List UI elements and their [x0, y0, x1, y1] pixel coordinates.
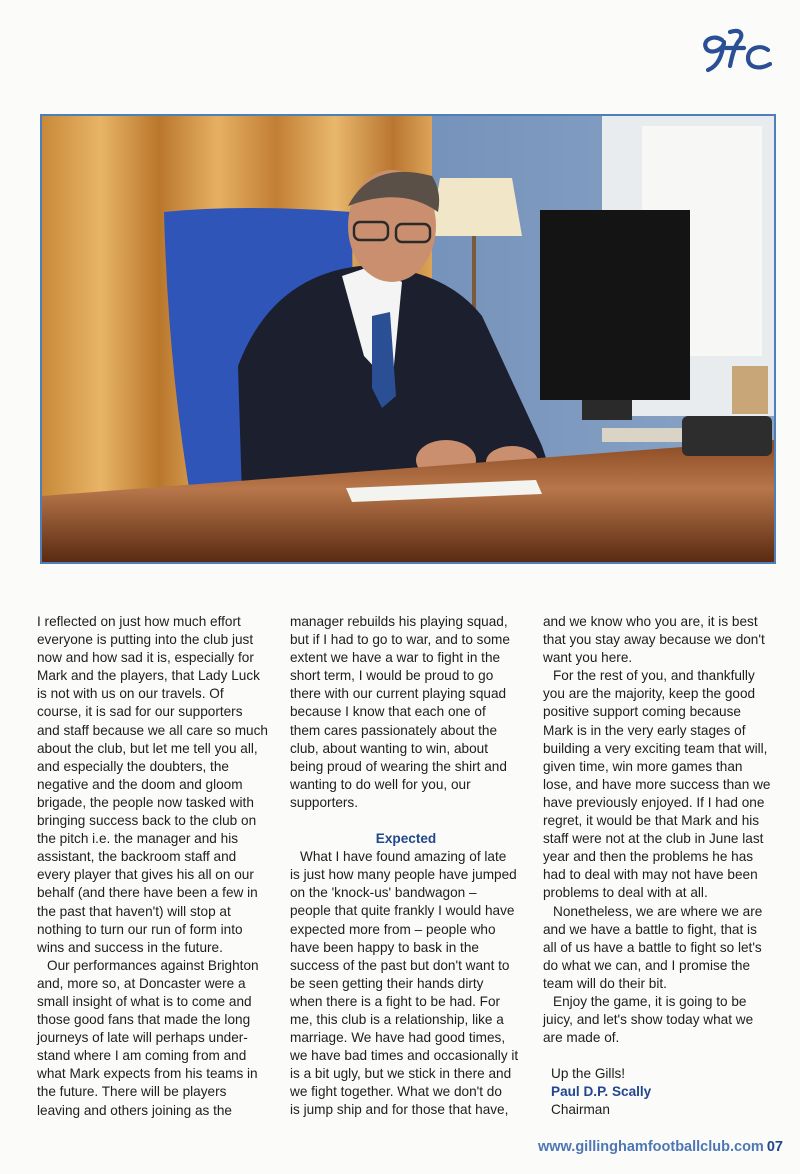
article-paragraph: manager rebuilds his playing squad, but if I had to go to war, and to some extent we have a war to fight in the short term, I would be proud to go there with our current playing squad because I know that each one of them cares passionately about the club, about wanting to win, about being proud of wearing the shirt and wanting to do well for you, our supporters. — [290, 614, 510, 810]
signoff-title: Chairman — [551, 1102, 610, 1118]
footer-url: www.gillinghamfootballclub.com — [538, 1139, 764, 1155]
page-footer — [538, 1139, 783, 1155]
article-paragraph: For the rest of you, and thankfully you are the majority, keep the good positive support coming because Mark is in the very early stages of building a very exciting team that will, given time, win more games than lose, and have more success than we have previously enjoyed. If I had one regret, it would be that Mark and his staff were not at the club in June last year and then the problems he has had to deal with may not have been problems to deal with at all. — [543, 668, 771, 901]
article-paragraph: I reflected on just how much effort everyone is putting into the club just now and how sad it is, especially for Mark and the players, that Lady Luck is not with us on our travels. Of course, it is sad for our supporters and staff because we all care so much about the club, but let me tell you all, and especially the doubters, the negative and the doom and gloom brigade, the people now tasked with bringing success back to the club on the pitch i.e. the manager and his assistant, the backroom staff and every player that gives his all on our behalf (and there have been a few in the past that haven't) will stop at nothing to turn our run of form into wins and success in the future. — [37, 614, 268, 955]
article-paragraph: and we know who you are, it is best that you stay away because we don't want you here. — [543, 614, 765, 666]
signoff — [543, 1065, 775, 1119]
page-number: 07 — [766, 1139, 783, 1155]
article-column-3 — [543, 613, 775, 1120]
signoff-greeting: Up the Gills! — [551, 1066, 626, 1082]
section-subheading: Expected — [375, 831, 437, 847]
article-paragraph: Our performances against Brighton and, more so, at Doncaster were a small insight of what is to come and those good fans that made the long journeys of late will perhaps under- stand where I am coming from and what Mark expects from his teams in the future. There will be players leaving and others joining as the — [37, 957, 259, 1118]
article-paragraph: What I have found amazing of late is just how many people have jumped on the 'knock-us' bandwagon – people that quite frankly I would have expected more from – people who have been happy to bask in the success of the past but don't want to be seen getting their hands dirty when there is a fight to be had. For me, this club is a relationship, like a marriage. We have had good times, we have bad times and occasionally it is a bit ugly, but we stick in there and we fight together. What we don't do is jump ship and for those that have, — [290, 849, 519, 1118]
article-column-2 — [290, 613, 522, 1120]
signoff-name: Paul D.P. Scally — [551, 1084, 652, 1100]
gfc-monogram-logo — [700, 26, 776, 74]
article-paragraph: Nonetheless, we are where we are and we have a battle to fight, that is all of us have a battle to fight so let's do what we can, and I promise the team will do their bit. — [543, 903, 763, 991]
article-paragraph: Enjoy the game, it is going to be juicy, and let's show today what we are made of. — [543, 993, 754, 1046]
article-column-1 — [37, 613, 269, 1120]
chairman-at-desk-photo — [40, 114, 776, 564]
